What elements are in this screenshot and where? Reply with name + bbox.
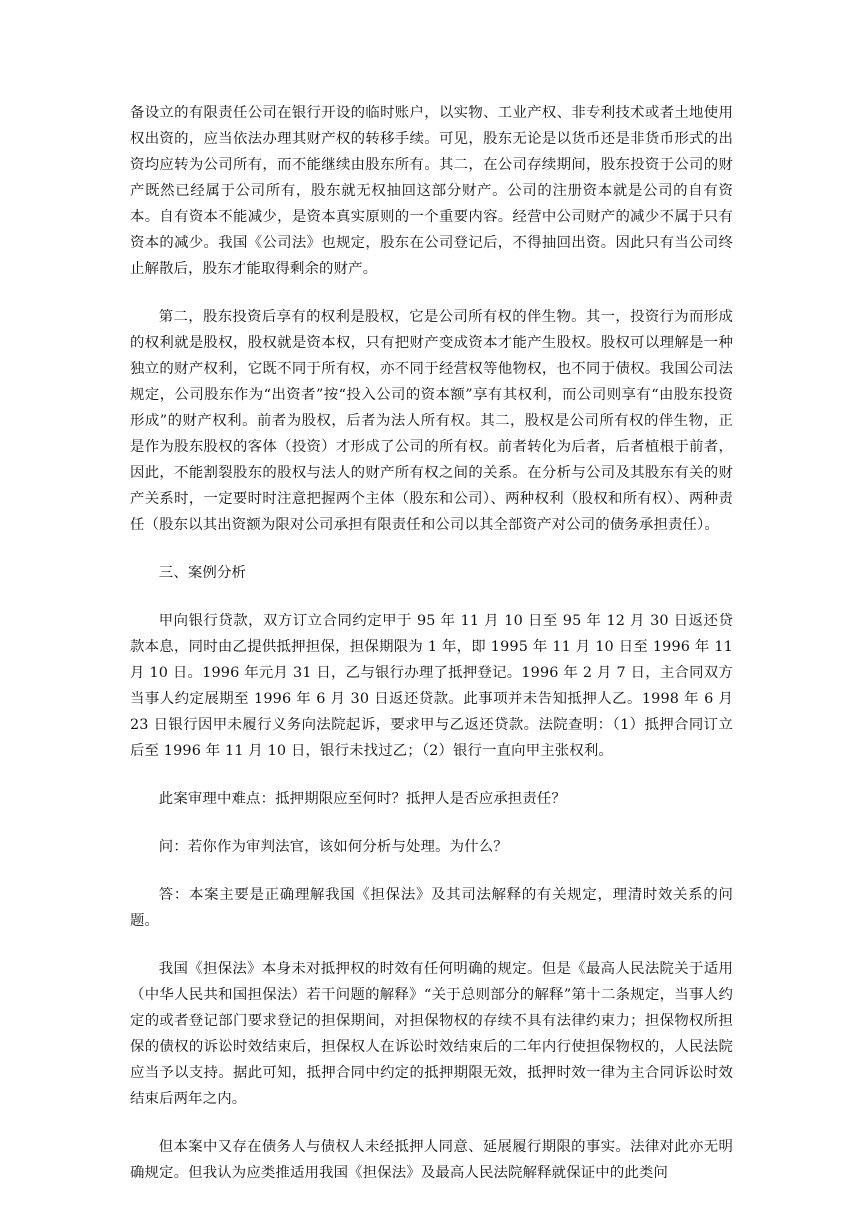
paragraph-law-analysis: 我国《担保法》本身未对抵押权的时效有任何明确的规定。但是《最高人民法院关于适用（中华人民共和国担保法）若干问题的解释》“关于总则部分的解释”第十二条规定，当事人约定的或者登记部门要求登记的担保期间，对担保物权的存续不具有法律约束力；担保物权所担保的债权的诉讼时效结束后，担保权人在诉讼时效结束后的二年内行使担保物权的，人民法院应当予以支持。据此可知，抵押合同中约定的抵押期限无效，抵押时效一律为主合同诉讼时效结束后两年之内。: [130, 961, 733, 1107]
paragraph-question: 问：若你作为审判法官，该如何分析与处理。为什么？: [158, 839, 508, 855]
paragraph-difficulty: 此案审理中难点：抵押期限应至何时？抵押人是否应承担责任？: [158, 791, 566, 807]
paragraph-2: 第二，股东投资后享有的权利是股权，它是公司所有权的伴生物。其一，投资行为而形成的权利就是股权，股权就是资本权，只有把财产变成资本才能产生股权。股权可以理解是一种独立的财产权利，它既不同于所有权，亦不同于经营权等他物权，也不同于债权。我国公司法规定，公司股东作为“出资者”按“投入公司的资本额”享有其权利，而公司则享有“由股东投资形成”的财产权利。前者为股权，后者为法人所有权。其二，股权是公司所有权的伴生物，正是作为股东股权的客体（投资）才形成了公司的所有权。前者转化为后者，后者植根于前者，因此，不能割裂股东的股权与法人的财产所有权之间的关系。在分析与公司及其股东有关的财产关系时，一定要时时注意把握两个主体（股东和公司）、两种权利（股权和所有权）、两种责任（股东以其出资额为限对公司承担有限责任和公司以其全部资产对公司的债务承担责任）。: [130, 309, 733, 533]
document-page: [130, 100, 733, 1208]
paragraph-1: 备设立的有限责任公司在银行开设的临时账户，以实物、工业产权、非专利技术或者土地使用权出资的，应当依法办理其财产权的转移手续。可见，股东无论是以货币还是非货币形式的出资均应转为公司所有，而不能继续由股东所有。其二，在公司存续期间，股东投资于公司的财产既然已经属于公司所有，股东就无权抽回这部分财产。公司的注册资本就是公司的自有资本。自有资本不能减少，是资本真实原则的一个重要内容。经营中公司财产的减少不属于只有资本的减少。我国《公司法》也规定，股东在公司登记后，不得抽回出资。因此只有当公司终止解散后，股东才能取得剩余的财产。: [130, 105, 733, 277]
paragraph-case-facts: 甲向银行贷款，双方订立合同约定甲于 95 年 11 月 10 日至 95 年 12 月 30 日返还贷款本息，同时由乙提供抵押担保，担保期限为 1 年，即 1995 年 11 月 10 日至 1996 年 11 月 10 日。1996 年元月 31 日，乙与银行办理了抵押登记。1996 年 2 月 7 日，主合同双方当事人约定展期至 1996 年 6 月 30 日返还贷款。此事项并未告知抵押人乙。1998 年 6 月 23 日银行因甲未履行义务向法院起诉，要求甲与乙返还贷款。法院查明：（1）抵押合同订立后至 1996 年 11 月 10 日，银行未找过乙；（2）银行一直向甲主张权利。: [130, 613, 733, 759]
paragraph-extension: 但本案中又存在债务人与债权人未经抵押人同意、延展履行期限的事实。法律对此亦无明确规定。但我认为应类推适用我国《担保法》及最高人民法院解释就保证中的此类问: [130, 1139, 733, 1181]
section-heading: 三、案例分析: [158, 565, 247, 581]
paragraph-answer: 答：本案主要是正确理解我国《担保法》及其司法解释的有关规定，理清时效关系的问题。: [130, 887, 733, 929]
